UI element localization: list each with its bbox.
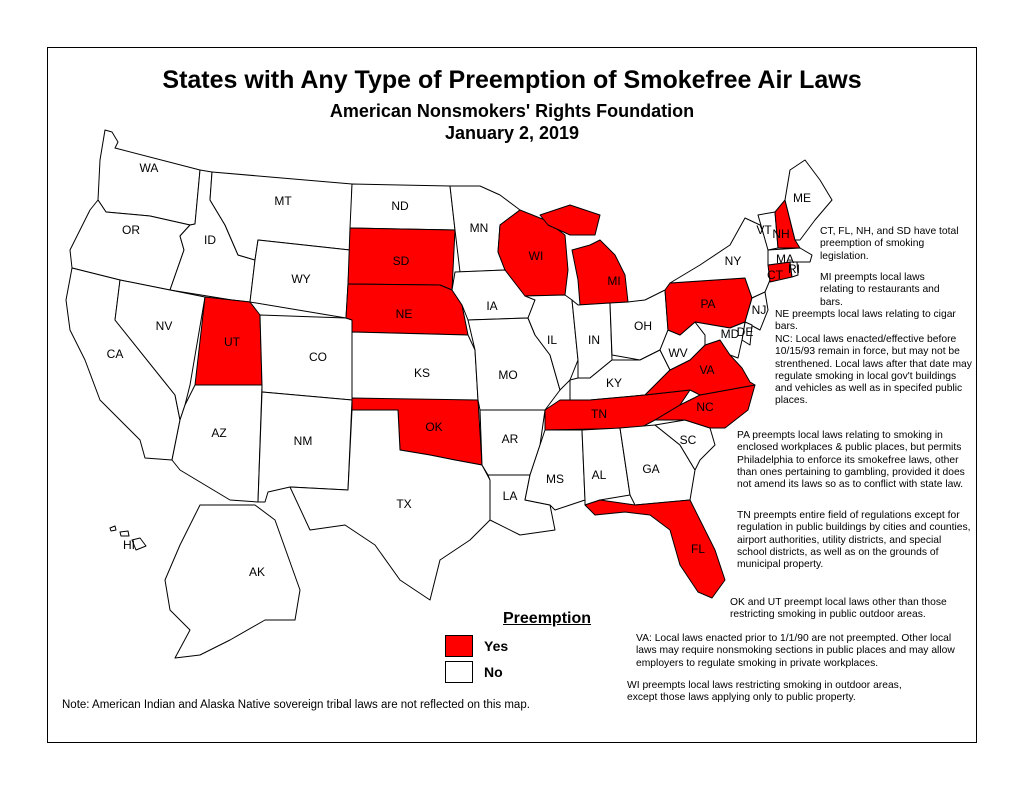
state-label-NY: NY xyxy=(724,254,742,268)
state-label-KS: KS xyxy=(413,366,431,380)
note-michigan xyxy=(820,272,960,309)
note-text: NC: Local laws enacted/effective before 10/15/93 remain in force, but may not be strenthened. Local laws after that date may regulate smoking in local gov't buildings and vehicles as well as in specifed public places. xyxy=(775,334,972,407)
state-label-NE: NE xyxy=(395,307,413,321)
state-label-CT: CT xyxy=(767,268,783,282)
note-wisconsin xyxy=(627,680,927,705)
state-label-KY: KY xyxy=(605,376,623,390)
state-label-MT: MT xyxy=(274,194,292,208)
state-label-AK: AK xyxy=(248,565,266,579)
legend-yes-label: Yes xyxy=(484,638,509,654)
state-label-CO: CO xyxy=(309,350,327,364)
note-text: TN preempts entire field of regulations except for regulation in public buildings by cities and counties, airport authorities, utility districts, and special school districts, as well as on the grounds of municipal property. xyxy=(737,510,971,571)
state-label-MA: MA xyxy=(776,252,794,266)
note-text: PA preempts local laws relating to smoking in enclosed workplaces & public places, but permits Philadelphia to enforce its smokefree laws, other than ones pertaining to gambling, provided it does not amend its laws so as to conflict with state law. xyxy=(737,430,965,491)
state-label-OK: OK xyxy=(425,420,443,434)
state-label-UT: UT xyxy=(224,335,240,349)
state-label-NH: NH xyxy=(772,227,790,241)
note-text: NE preempts local laws relating to cigar bars. xyxy=(775,309,956,333)
state-label-TX: TX xyxy=(396,497,412,511)
note-nebraska xyxy=(775,309,975,334)
state-label-GA: GA xyxy=(642,462,660,476)
note-text: WI preempts local laws restricting smoking in outdoor areas, except those laws applying only to public property. xyxy=(627,680,902,704)
legend-yes-swatch xyxy=(445,635,473,657)
note-tennessee xyxy=(737,510,972,571)
state-label-SC: SC xyxy=(679,433,697,447)
note-text: OK and UT preempt local laws other than those restricting smoking in public outdoor areas. xyxy=(730,597,947,621)
state-label-IN: IN xyxy=(588,333,600,347)
state-label-NC: NC xyxy=(696,400,714,414)
state-label-OR: OR xyxy=(122,223,140,237)
note-pennsylvania xyxy=(737,430,975,491)
state-label-OH: OH xyxy=(634,319,652,333)
state-label-IL: IL xyxy=(546,333,558,347)
state-label-MS: MS xyxy=(546,472,564,486)
state-label-CA: CA xyxy=(106,347,124,361)
state-label-SD: SD xyxy=(392,254,410,268)
state-label-MI: MI xyxy=(607,274,621,288)
state-label-WI: WI xyxy=(528,249,544,263)
state-label-NM: NM xyxy=(293,434,313,448)
state-label-VT: VT xyxy=(756,223,772,237)
note-text: CT, FL, NH, and SD have total preemption of smoking legislation. xyxy=(820,226,959,262)
note-virginia xyxy=(636,633,972,670)
map-subtitle: American Nonsmokers' Rights Foundation xyxy=(329,101,695,121)
state-label-NV: NV xyxy=(155,319,173,333)
note-north-carolina xyxy=(775,334,975,408)
note-text: MI preempts local laws relating to restaurants and bars. xyxy=(820,272,940,308)
state-AK xyxy=(165,505,300,658)
state-label-FL: FL xyxy=(690,542,706,556)
state-label-HI: HI xyxy=(123,538,135,552)
state-label-IA: IA xyxy=(486,299,498,313)
state-label-NJ: NJ xyxy=(751,303,767,317)
state-label-PA: PA xyxy=(700,297,716,311)
state-label-RI: RI xyxy=(788,262,800,276)
state-label-ID: ID xyxy=(204,233,216,247)
state-WA xyxy=(98,130,200,225)
note-oklahoma-utah xyxy=(730,597,972,622)
note-total-preemption xyxy=(820,226,970,263)
map-title: States with Any Type of Preemption of Smokefree Air Laws xyxy=(162,66,862,94)
state-CO xyxy=(260,315,352,400)
state-label-TN: TN xyxy=(591,407,607,421)
state-label-ME: ME xyxy=(793,191,811,205)
state-label-MO: MO xyxy=(498,368,518,382)
legend-no-label: No xyxy=(484,664,503,680)
state-label-DE: DE xyxy=(736,325,754,339)
state-label-ND: ND xyxy=(391,199,409,213)
state-label-AL: AL xyxy=(591,468,607,482)
state-label-VA: VA xyxy=(699,363,715,377)
state-label-MN: MN xyxy=(469,221,489,235)
state-label-WY: WY xyxy=(291,272,311,286)
note-text: VA: Local laws enacted prior to 1/1/90 are not preempted. Other local laws may require nonsmoking sections in public places and may allow employers to regulate smoking in private workplaces. xyxy=(636,633,955,669)
map-date: January 2, 2019 xyxy=(444,123,580,143)
state-shapes xyxy=(66,130,832,658)
legend-no-swatch xyxy=(445,661,473,683)
state-label-MD: MD xyxy=(720,327,740,341)
state-label-AR: AR xyxy=(501,432,519,446)
legend-title: Preemption xyxy=(503,610,592,627)
state-label-WA: WA xyxy=(139,161,159,175)
state-label-LA: LA xyxy=(502,489,518,503)
footnote: Note: American Indian and Alaska Native sovereign tribal laws are not reflected on this map. xyxy=(62,699,530,711)
state-label-WV: WV xyxy=(668,346,688,360)
state-label-AZ: AZ xyxy=(211,426,227,440)
